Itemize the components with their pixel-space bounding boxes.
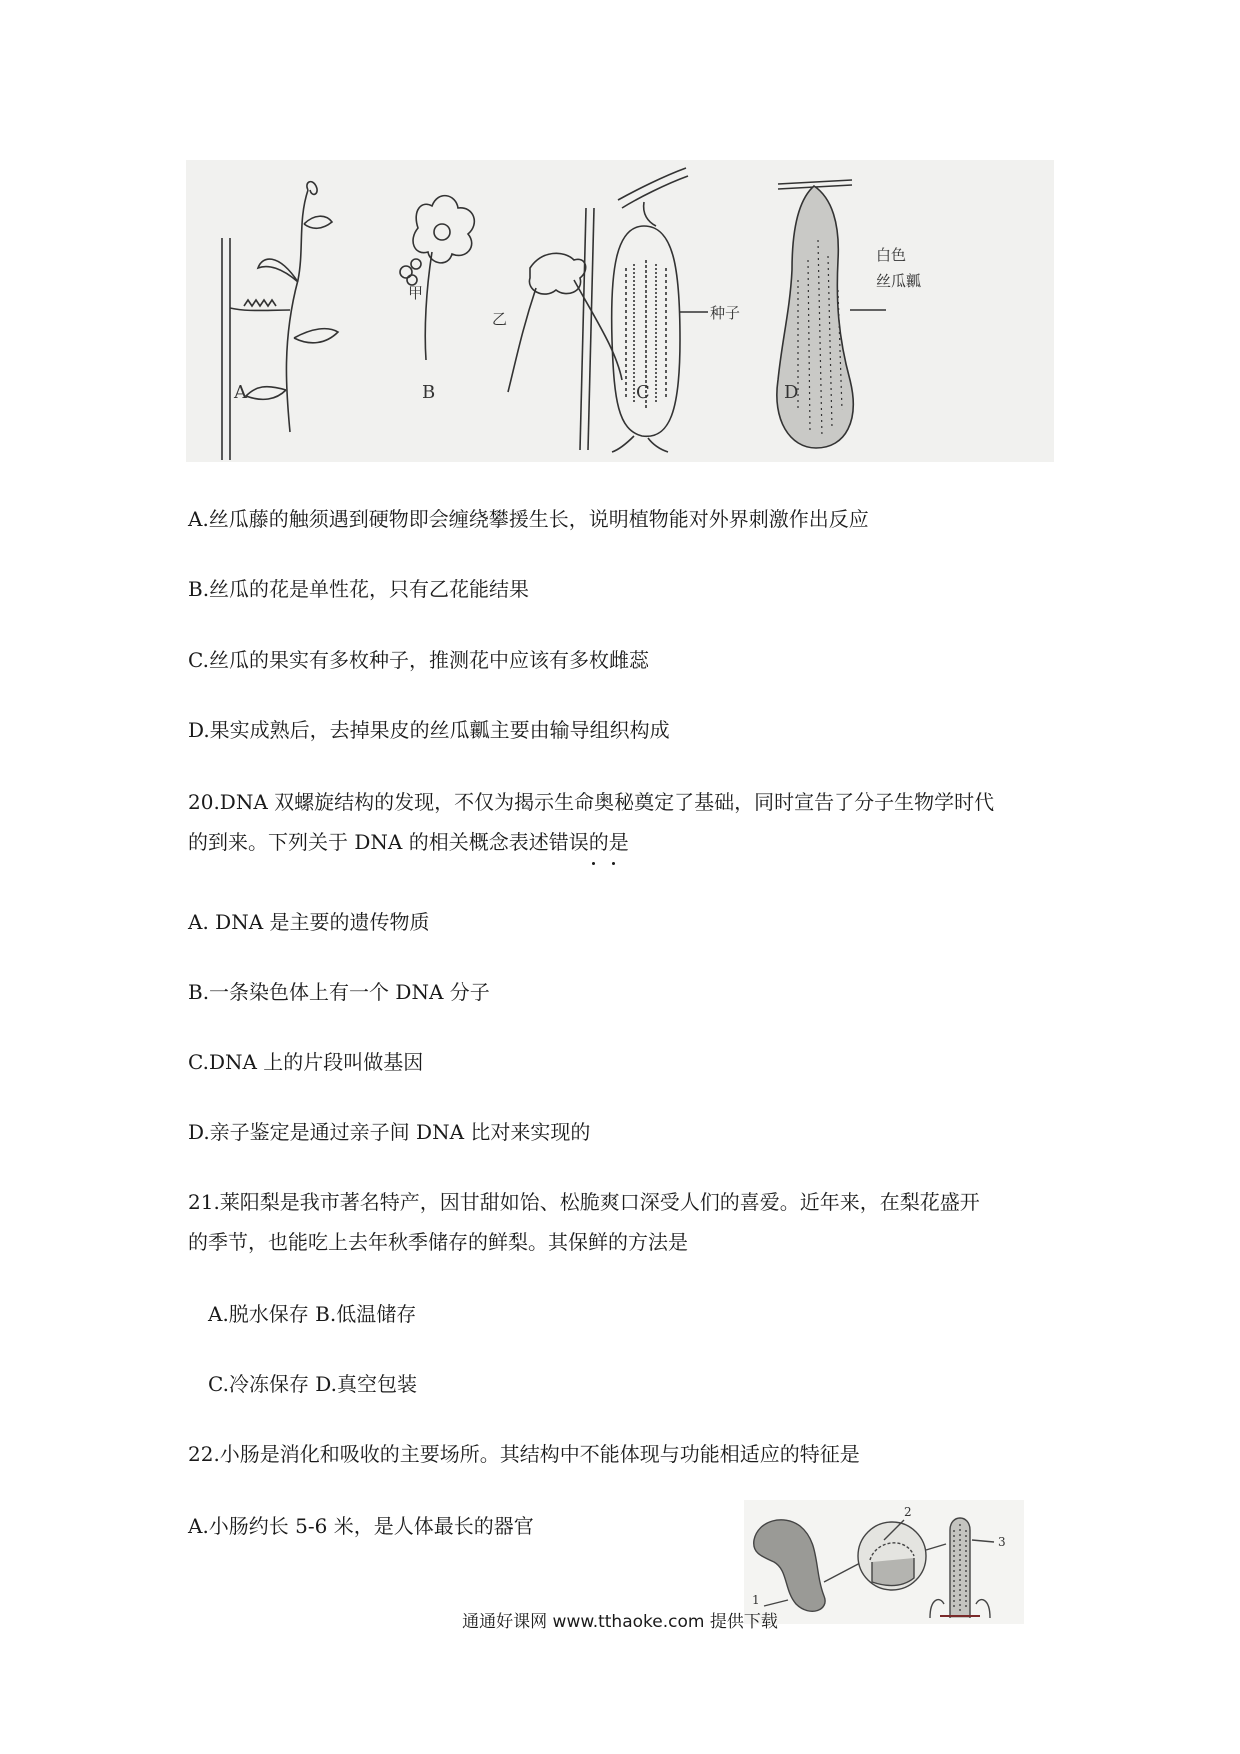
loofah-figure: [186, 160, 1054, 462]
q22-option-a: A.小肠约长 5-6 米，是人体最长的器官: [188, 1514, 534, 1538]
panel-label-b: B: [422, 382, 436, 403]
figure2-label-3: 3: [998, 1535, 1006, 1549]
loofah-illustration: [186, 160, 1054, 462]
sponge-label-line1: 白色: [876, 246, 907, 264]
q20-option-a: A. DNA 是主要的遗传物质: [188, 910, 430, 934]
seed-label: 种子: [710, 304, 741, 322]
sponge-label-line2: 丝瓜瓤: [876, 272, 922, 290]
q22-stem: 22.小肠是消化和吸收的主要场所。其结构中不能体现与功能相适应的特征是: [188, 1442, 860, 1466]
panel-label-d: D: [784, 382, 799, 403]
q19-option-a: A.丝瓜藤的触须遇到硬物即会缠绕攀援生长，说明植物能对外界刺激作出反应: [188, 507, 869, 531]
q20-option-d: D.亲子鉴定是通过亲子间 DNA 比对来实现的: [188, 1120, 591, 1144]
q19-option-b: B.丝瓜的花是单性花，只有乙花能结果: [188, 577, 530, 601]
panel-label-a: A: [234, 382, 247, 403]
q21-options-row1: A.脱水保存 B.低温储存: [208, 1302, 417, 1326]
panel-label-c: C: [636, 382, 650, 403]
q21-stem-line1: 21.莱阳梨是我市著名特产，因甘甜如饴、松脆爽口深受人们的喜爱。近年来，在梨花盛开: [188, 1190, 980, 1214]
emphasis-dot: [592, 862, 595, 865]
q20-stem-line1: 20.DNA 双螺旋结构的发现，不仅为揭示生命奥秘奠定了基础，同时宣告了分子生物学时代: [188, 790, 995, 814]
q19-option-d: D.果实成熟后，去掉果皮的丝瓜瓤主要由输导组织构成: [188, 718, 670, 742]
q20-option-c: C.DNA 上的片段叫做基因: [188, 1050, 424, 1074]
figure2-label-1: 1: [752, 1593, 760, 1607]
q21-options-row2: C.冷冻保存 D.真空包装: [208, 1372, 417, 1396]
q20-stem-line2: 的到来。下列关于 DNA 的相关概念表述错误的是: [188, 830, 629, 854]
emphasis-dot: [612, 862, 615, 865]
small-intestine-figure: [744, 1500, 1024, 1624]
figure2-label-2: 2: [904, 1505, 912, 1519]
flower-label-jia: 甲: [408, 284, 424, 302]
flower-label-yi: 乙: [492, 310, 508, 328]
q21-stem-line2: 的季节，也能吃上去年秋季储存的鲜梨。其保鲜的方法是: [188, 1230, 688, 1254]
small-intestine-illustration: [744, 1500, 1024, 1624]
q19-option-c: C.丝瓜的果实有多枚种子，推测花中应该有多枚雌蕊: [188, 648, 649, 672]
q20-option-b: B.一条染色体上有一个 DNA 分子: [188, 980, 490, 1004]
page-footer: 通通好课网 www.tthaoke.com 提供下载: [462, 1612, 778, 1632]
